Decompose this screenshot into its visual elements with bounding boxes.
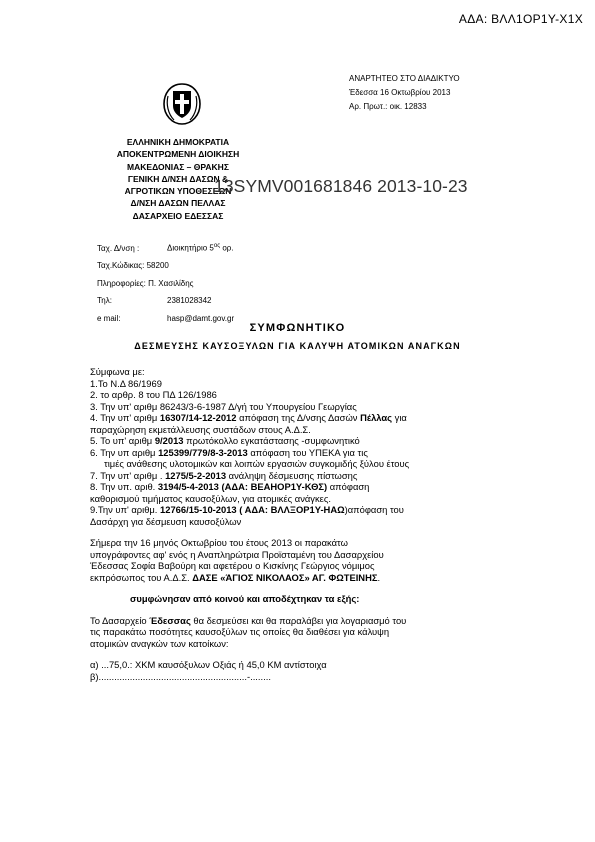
spacer bbox=[90, 605, 520, 615]
text: εκπρόσωπος του Α.Δ.Σ. bbox=[90, 571, 193, 583]
text: 7. Την υπ' αριθμ . bbox=[90, 469, 166, 481]
reference-continuation: παραχώρηση εκμετάλλευσης συστάδων στους Α.Δ.Σ. bbox=[90, 423, 311, 435]
authority-line: ΓΕΝΙΚΗ Δ/ΝΣΗ ΔΑΣΩΝ & bbox=[127, 173, 229, 184]
info-row bbox=[97, 275, 234, 293]
address-tail: ορ. bbox=[220, 243, 234, 253]
email-value[interactable]: hasp@damt.gov.gr bbox=[167, 313, 235, 323]
text: . bbox=[377, 571, 381, 583]
reference-item bbox=[90, 447, 520, 459]
spacer bbox=[90, 583, 520, 593]
commitment-number: 1275/5-2-2013 bbox=[165, 469, 227, 481]
registration-stamp: 13SYMV001681846 2013-10-23 bbox=[214, 176, 468, 196]
place-name: Πέλλας bbox=[360, 412, 393, 423]
authority-line: ΔΑΣΑΡΧΕΙΟ ΕΔΕΣΣΑΣ bbox=[132, 210, 224, 221]
posting-block bbox=[349, 72, 460, 114]
reference-item bbox=[90, 481, 520, 493]
paragraph-line: υπογράφοντες αφ' ενός η Αναπληρώτρια Προϊσταμένη του Δασαρχείου bbox=[90, 548, 384, 560]
authority-line: ΕΛΛΗΝΙΚΗ ΔΗΜΟΚΡΑΤΙΑ bbox=[126, 137, 230, 147]
paragraph-line: Σήμερα την 16 μηνός Οκτωβρίου του έτους 2013 οι παρακάτω bbox=[90, 537, 348, 548]
reference-item: 3. Την υπ' αριθμ 86243/3-6-1987 Δ/γή του Υπουργείου Γεωργίας bbox=[90, 400, 357, 412]
paragraph-line: ατομικών αναγκών των κατοίκων: bbox=[90, 637, 229, 649]
zip-label: Ταχ.Κώδικας: bbox=[97, 261, 145, 271]
reference-continuation: καθορισμού τιμήματος καυσοξύλων, για ατομικές ανάγκες. bbox=[90, 492, 331, 504]
paragraph-line: τις παρακάτω ποσότητες καυσοξύλων τις οποίες θα διαθέσει για κάλυψη bbox=[90, 626, 390, 637]
spacer bbox=[90, 649, 520, 659]
phone-row bbox=[97, 292, 234, 310]
document-body bbox=[90, 366, 520, 682]
reference-continuation: Δασάρχη για δέσμευση καυσοξύλων bbox=[90, 515, 242, 527]
phone-label: Τηλ: bbox=[97, 296, 112, 306]
address-label: Ταχ. Δ/νση : bbox=[97, 243, 140, 253]
zip-row bbox=[97, 257, 234, 275]
text: θα δεσμεύσει και θα παραλάβει για λογαριασμό του bbox=[190, 614, 407, 626]
authority-line: ΑΓΡΟΤΙΚΩΝ ΥΠΟΘΕΣΕΩΝ bbox=[124, 186, 232, 197]
protocol-ref: 9/2013 bbox=[154, 435, 184, 446]
agreement-text: συμφώνησαν από κοινού και αποδέχτηκαν τα εξής: bbox=[130, 593, 360, 604]
spacer bbox=[90, 527, 520, 537]
text: 4. Την υπ' αριθμ bbox=[90, 412, 160, 423]
address-row bbox=[97, 238, 234, 257]
ada-code: ΑΔΑ: ΒΛΛ1ΟΡ1Υ-Χ1Χ bbox=[458, 12, 583, 26]
association-name: ΔΑΣΕ «ΆΓΙΟΣ ΝΙΚΟΛΑΟΣ» ΑΓ. ΦΩΤΕΙΝΗΣ bbox=[192, 571, 378, 583]
decision-number: 3194/5-4-2013 (ΑΔΑ: ΒΕΑΗΟΡ1Υ-ΚΘΣ) bbox=[157, 481, 328, 492]
reference-continuation: τιμές ανάθεσης υλοτομικών και λοιπών εργασιών συγκομιδής ξύλου έτους bbox=[104, 458, 410, 469]
authority-line: ΑΠΟΚΕΝΤΡΩΜΕΝΗ ΔΙΟΙΚΗΣΗ bbox=[116, 149, 240, 160]
email-label: e mail: bbox=[97, 313, 121, 323]
text: για bbox=[392, 412, 407, 423]
decision-number: 16307/14-12-2012 bbox=[159, 412, 237, 423]
quantity-line: β).........................................................-........ bbox=[90, 670, 271, 682]
text: 9.Την υπ' αριθμ. bbox=[90, 504, 161, 515]
text: 8. Την υπ. αριθ. bbox=[90, 481, 158, 492]
decision-number: 12766/15-10-2013 ( ΑΔΑ: ΒΛΛΞΟΡ1Υ-ΗΑΩ bbox=[160, 504, 345, 515]
text: 5. Το υπ' αριθμ bbox=[90, 435, 155, 446]
text: πρωτόκολλο εγκατάστασης -συμφωνητικό bbox=[183, 435, 360, 446]
paragraph-line bbox=[90, 572, 520, 584]
text: ανάληψη δέσμευσης πίστωσης bbox=[226, 469, 358, 481]
info-value: Π. Χασιλίδης bbox=[148, 278, 194, 288]
reference-item bbox=[90, 504, 520, 516]
document-title: ΣΥΜΦΩΝΗΤΙΚΟ bbox=[249, 322, 346, 334]
place-name: Έδεσσας bbox=[149, 614, 191, 626]
reference-item bbox=[90, 412, 520, 424]
quantity-line: α) ...75,0.: ΧΚΜ καυσόξυλων Οξιάς ή 45,0 ΚΜ αντίστοιχα bbox=[90, 659, 327, 670]
reference-item bbox=[90, 435, 520, 447]
text: )απόφαση του bbox=[344, 504, 404, 515]
phone-value: 2381028342 bbox=[167, 296, 212, 306]
reference-item bbox=[90, 470, 520, 482]
posting-notice: ΑΝΑΡΤΗΤΕΟ ΣΤΟ ΔΙΑΔΙΚΤΥΟ bbox=[349, 74, 460, 83]
address-value: Διοικητήριο 5 bbox=[167, 243, 214, 253]
text: Το Δασαρχείο bbox=[90, 614, 150, 626]
contact-info bbox=[97, 238, 234, 327]
greek-coat-of-arms-icon bbox=[160, 82, 204, 126]
agreement-heading bbox=[90, 593, 520, 605]
text: απόφαση bbox=[327, 481, 370, 492]
zip-value: 58200 bbox=[146, 261, 169, 271]
paragraph-line: Έδεσσας Σοφία Βαβούρη και αφετέρου ο Κισκίνης Γεώργιος νόμιμος bbox=[90, 560, 375, 571]
authority-line: ΜΑΚΕΔΟΝΙΑΣ – ΘΡΑΚΗΣ bbox=[127, 161, 229, 172]
document-subtitle: ΔΕΣΜΕΥΣΗΣ ΚΑΥΣΟΞΥΛΩΝ ΓΙΑ ΚΑΛΥΨΗ ΑΤΟΜΙΚΩΝ ΑΝΑΓΚΩΝ bbox=[134, 341, 461, 351]
intro-line: Σύμφωνα με: bbox=[90, 366, 145, 377]
paragraph-line bbox=[90, 615, 520, 627]
decision-number: 125399/779/8-3-2013 bbox=[158, 446, 248, 458]
document-date: Έδεσσα 16 Οκτωβρίου 2013 bbox=[349, 88, 451, 97]
text: απόφαση του ΥΠΕΚΑ για τις bbox=[247, 446, 368, 458]
text: απόφαση της Δ/νσης Δασών bbox=[236, 412, 361, 423]
authority-line: Δ/ΝΣΗ ΔΑΣΩΝ ΠΕΛΛΑΣ bbox=[130, 198, 226, 209]
address-superscript: ος bbox=[213, 243, 221, 249]
text: 6. Την υπ αριθμ bbox=[90, 446, 159, 458]
reference-item: 2. το αρθρ. 8 του ΠΔ 126/1986 bbox=[90, 389, 217, 400]
info-label: Πληροφορίες: bbox=[97, 278, 146, 288]
protocol-number: Αρ. Πρωτ.: οικ. 12833 bbox=[349, 102, 427, 111]
reference-item: 1.Το Ν.Δ 86/1969 bbox=[90, 377, 162, 389]
